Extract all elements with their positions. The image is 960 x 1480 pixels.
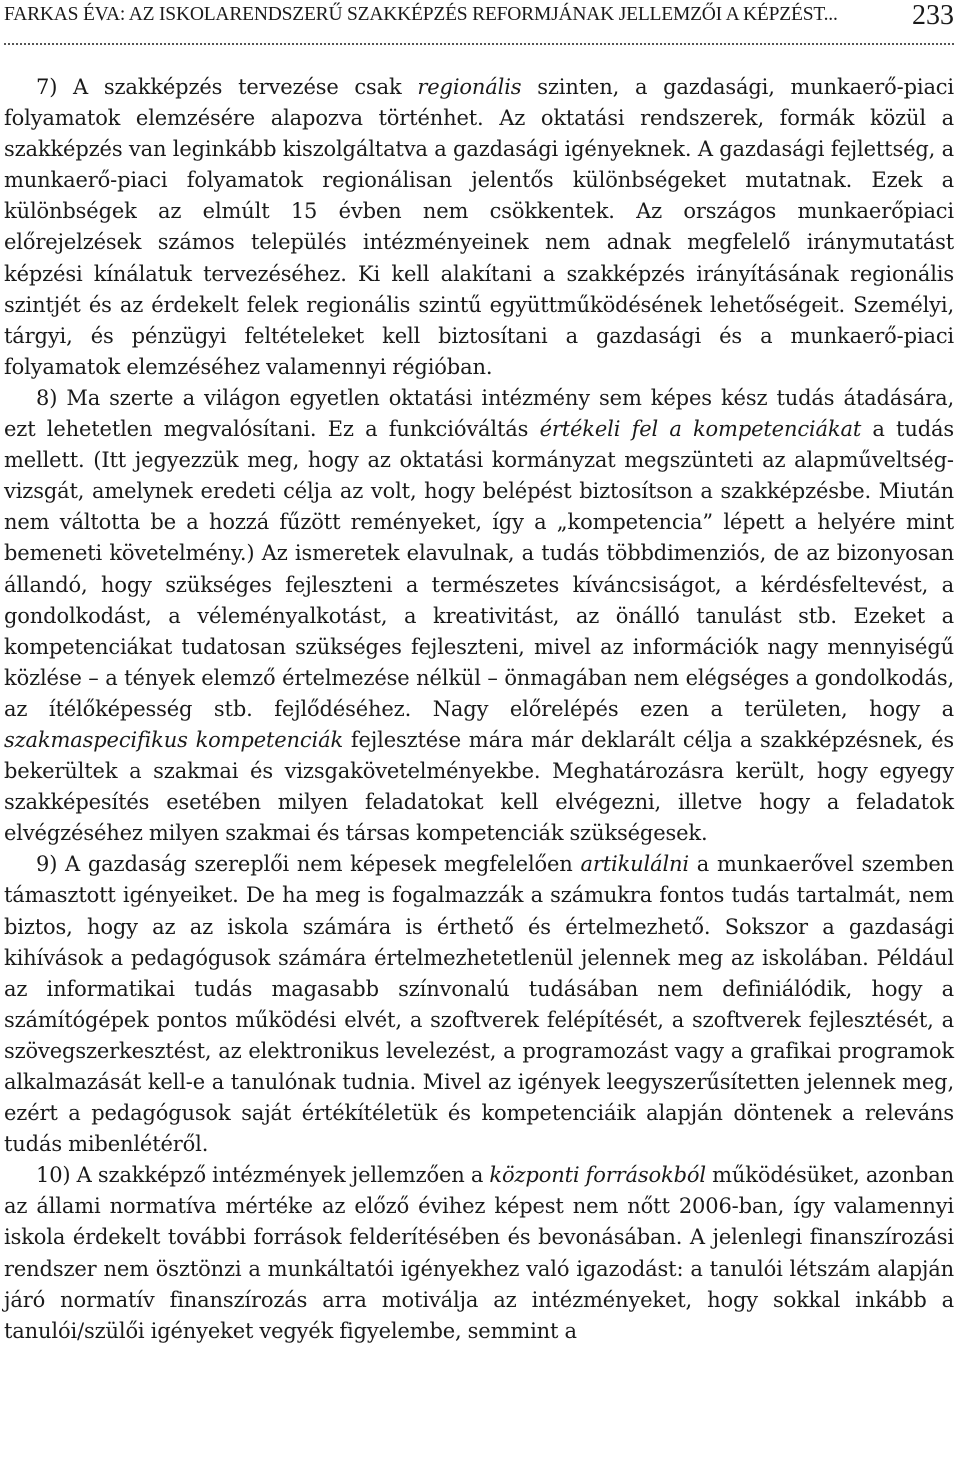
paragraph-7 <box>4 72 954 383</box>
running-title: FARKAS ÉVA: AZ ISKOLARENDSZERŰ SZAKKÉPZÉS REFORMJÁNAK JELLEMZŐI A KÉPZÉST... <box>4 4 838 25</box>
paragraph-8 <box>4 383 954 849</box>
paragraph-9 <box>4 849 954 1160</box>
paragraph-emphasis: értékeli fel a kompetenciákat <box>539 417 862 442</box>
header-divider <box>4 43 954 45</box>
paragraph-text: 10) A szakképző intézmények jellemzően a <box>36 1163 490 1188</box>
paragraph-emphasis: központi forrásokból <box>489 1163 706 1188</box>
paragraph-emphasis: regionális <box>417 75 522 99</box>
paragraph-text: működésüket, azonban az állami normatíva mértéke az előző évihez képest nem nőtt 2006-ban, így valamennyi iskola érdekelt további források felderítésében és bevonásában. A jelenlegi finanszírozási rendszer nem ösztönzi a munkáltatói igényekhez való igazodást: a tanulói létszám alapján járó normatív finanszírozás arra motiválja az intézményeket, hogy sokkal inkább a tanulói/szülői igényeket vegyék figyelembe, semmint a <box>4 1163 955 1343</box>
paragraph-emphasis: artikulálni <box>580 852 689 877</box>
paragraph-text: 7) A szakképzés tervezése csak <box>36 75 418 99</box>
paragraph-text: a tudás mellett. (Itt jegyezzük meg, hogy az oktatási kormányzat megszünteti az alapműveltségvizsgát, amelynek eredeti célja az volt, hogy belépést biztosítson a szakképzésbe. Miután nem váltotta be a hozzá fűzött reményeket, így a „kompetencia” lépett a helyére mint bemeneti követelmény.) Az ismeretek elavulnak, a tudás többdimenziós, de az bizonyosan állandó, hogy szükséges fejleszteni a természetes kíváncsiságot, a kérdésfeltevést, a gondolkodást, a véleményalkotást, a kreativitást, az önálló tanulást stb. Ezeket a kompetenciákat tudatosan szükséges fejleszteni, mivel az információk nagy mennyiségű közlése – a tények elemző értelmezése nélkül – önmagában nem elégséges a gondolkodás, az ítélőképesség stb. fejlődéséhez. Nagy előrelépés ezen a területen, hogy a <box>4 417 954 721</box>
paragraph-text: 8) Ma szerte a világon egyetlen oktatási intézmény sem képes kész tudás átadására, ezt lehetetlen megvalósítani. Ez a funkcióváltás <box>4 385 954 442</box>
paragraph-text: szinten, a gazdasági, munkaerő-piaci folyamatok elemzésére alapozva történhet. Az oktatási rendszerek, formák közül a szakképzés van leginkább kiszolgáltatva a gazdasági igényeknek. A gazdasági fejlettség, a munkaerő-piaci folyamatok regionálisan jelentős különbségeket mutatnak. Ezek a különbségek az elmúlt 15 évben nem csökkentek. Az országos munkaerőpiaci előrejelzések számos település intézményeinek nem adnak megfelelő iránymutatást képzési kínálatuk tervezéséhez. Ki kell alakítani a szakképzés irányításának regionális szintjét és az érdekelt felek regionális szintű együttműködésének lehetőségeit. Személyi, tárgyi, és pénzügyi feltételeket kell biztosítani a gazdasági és a munkaerő-piaci folyamatok elemzéséhez valamennyi régióban. <box>4 75 954 379</box>
body-text <box>4 72 954 1347</box>
document-page <box>4 0 954 1480</box>
paragraph-10 <box>4 1160 954 1347</box>
running-header <box>4 2 954 40</box>
paragraph-text: 9) A gazdaság szereplői nem képesek megfelelően <box>36 852 581 877</box>
paragraph-text: fejlesztése mára már deklarált célja a szakképzésnek, és bekerültek a szakmai és vizsgakövetelményekbe. Meghatározásra került, hogy egyegy szakképesítés esetében milyen feladatokat kell elvégezni, illetve hogy a feladatok elvégzéséhez milyen szakmai és társas kompetenciák szükségesek. <box>4 727 954 846</box>
paragraph-text: a munkaerővel szemben támasztott igényeiket. De ha meg is fogalmazzák a számukra fontos tudás tartalmát, nem biztos, hogy az az iskola számára is érthető és értelmezhető. Sokszor a gazdasági kihívások a pedagógusok számára értelmezhetetlenül jelennek meg az iskolában. Például az informatikai tudás magasabb színvonalú tudásában nem definiálódik, hogy a számítógépek pontos működési elvét, a szoftverek felépítését, a szoftverek fejlesztését, a szövegszerkesztést, az elektronikus levelezést, a programozást vagy a grafikai programok alkalmazását kell-e a tanulónak tudnia. Mivel az igények leegyszerűsítetten jelennek meg, ezért a pedagógusok saját értékítéletük és kompetenciáik alapján döntenek a releváns tudás mibenlétéről. <box>4 852 954 1157</box>
page-number: 233 <box>912 0 954 31</box>
paragraph-emphasis: szakmaspecifikus kompetenciák <box>4 727 344 752</box>
